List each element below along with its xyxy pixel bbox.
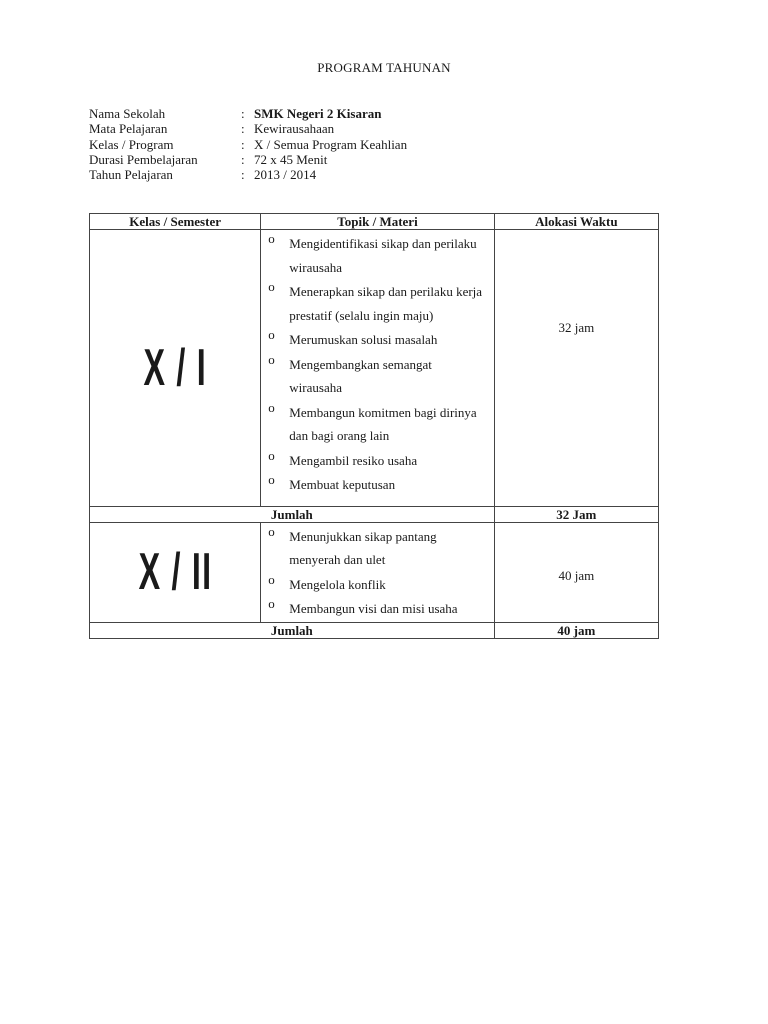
topic-text: Mengelola konflik bbox=[289, 576, 386, 592]
topic-item bbox=[261, 280, 493, 327]
bullet-icon: o bbox=[268, 327, 275, 342]
topic-list bbox=[261, 230, 493, 506]
topic-text: Mengambil resiko usaha bbox=[289, 452, 418, 468]
info-row-class bbox=[89, 137, 407, 152]
bullet-icon: o bbox=[268, 596, 275, 611]
topic-text: Membangun komitmen bagi dirinya dan bagi orang lain bbox=[289, 404, 477, 443]
topic-item bbox=[261, 328, 493, 352]
sum-row bbox=[90, 506, 659, 522]
bullet-icon: o bbox=[268, 231, 275, 246]
info-label: Kelas / Program bbox=[89, 136, 174, 152]
topic-text: Membuat keputusan bbox=[289, 477, 396, 492]
info-value: X / Semua Program Keahlian bbox=[254, 136, 408, 152]
allocation-value: 40 jam bbox=[558, 567, 595, 583]
semester-cell bbox=[90, 230, 261, 507]
topic-item bbox=[261, 232, 493, 279]
table-row bbox=[90, 522, 659, 622]
info-value: Kewirausahaan bbox=[254, 121, 335, 137]
bullet-icon: o bbox=[268, 472, 275, 487]
topic-item bbox=[261, 353, 493, 400]
topic-text: Mengembangkan semangat wirausaha bbox=[289, 356, 432, 395]
topic-text: Mengidentifikasi sikap dan perilaku wirausaha bbox=[289, 236, 477, 275]
info-label: Mata Pelajaran bbox=[89, 121, 168, 137]
semester-cell bbox=[90, 522, 261, 622]
table-row bbox=[90, 230, 659, 507]
info-row-school bbox=[89, 106, 407, 121]
info-colon: : bbox=[241, 106, 245, 121]
topic-text: Merumuskan solusi masalah bbox=[289, 332, 438, 347]
bullet-icon: o bbox=[268, 447, 275, 463]
info-colon: : bbox=[241, 121, 245, 137]
topic-item bbox=[261, 401, 493, 448]
bullet-icon: o bbox=[268, 351, 275, 367]
sum-label: Jumlah bbox=[90, 506, 495, 522]
topic-list bbox=[261, 523, 493, 621]
info-label: Tahun Pelajaran bbox=[89, 167, 173, 183]
semester-label: X / I bbox=[143, 338, 207, 397]
header-allocation: Alokasi Waktu bbox=[494, 214, 658, 230]
info-label: Durasi Pembelajaran bbox=[89, 151, 198, 167]
allocation-cell bbox=[494, 522, 658, 622]
topic-item bbox=[261, 573, 493, 597]
allocation-cell bbox=[494, 230, 658, 507]
header-semester: Kelas / Semester bbox=[90, 214, 261, 230]
topic-item bbox=[261, 525, 493, 572]
topic-text: Menunjukkan sikap pantang menyerah dan ulet bbox=[289, 528, 437, 567]
allocation-value: 32 jam bbox=[558, 320, 595, 335]
bullet-icon: o bbox=[268, 523, 275, 539]
bullet-icon: o bbox=[268, 279, 275, 294]
header-topic: Topik / Materi bbox=[261, 214, 494, 230]
program-table bbox=[89, 213, 659, 639]
info-row-year bbox=[89, 167, 407, 182]
bullet-icon: o bbox=[268, 399, 275, 415]
info-block bbox=[89, 106, 407, 182]
topics-cell bbox=[261, 230, 494, 507]
semester-label: X / II bbox=[138, 543, 213, 601]
info-label: Nama Sekolah bbox=[89, 106, 166, 121]
topic-item bbox=[261, 473, 493, 497]
info-value: 2013 / 2014 bbox=[254, 167, 317, 183]
topics-cell bbox=[261, 522, 494, 622]
info-value: 72 x 45 Menit bbox=[254, 151, 328, 167]
info-row-duration bbox=[89, 152, 407, 167]
sum-row bbox=[90, 622, 659, 638]
sum-value: 32 Jam bbox=[494, 506, 658, 522]
info-colon: : bbox=[241, 151, 245, 167]
topic-text: Membangun visi dan misi usaha bbox=[289, 601, 458, 616]
topic-item bbox=[261, 449, 493, 473]
bullet-icon: o bbox=[268, 571, 275, 587]
info-value: SMK Negeri 2 Kisaran bbox=[254, 106, 382, 121]
table-header-row bbox=[90, 214, 659, 230]
info-row-subject bbox=[89, 121, 407, 136]
topic-text: Menerapkan sikap dan perilaku kerja prestatif (selalu ingin maju) bbox=[289, 284, 483, 323]
info-colon: : bbox=[241, 167, 245, 183]
document-title: PROGRAM TAHUNAN bbox=[317, 60, 451, 75]
sum-value: 40 jam bbox=[494, 622, 658, 638]
topic-item bbox=[261, 597, 493, 621]
info-colon: : bbox=[241, 136, 245, 152]
sum-label: Jumlah bbox=[90, 622, 495, 638]
